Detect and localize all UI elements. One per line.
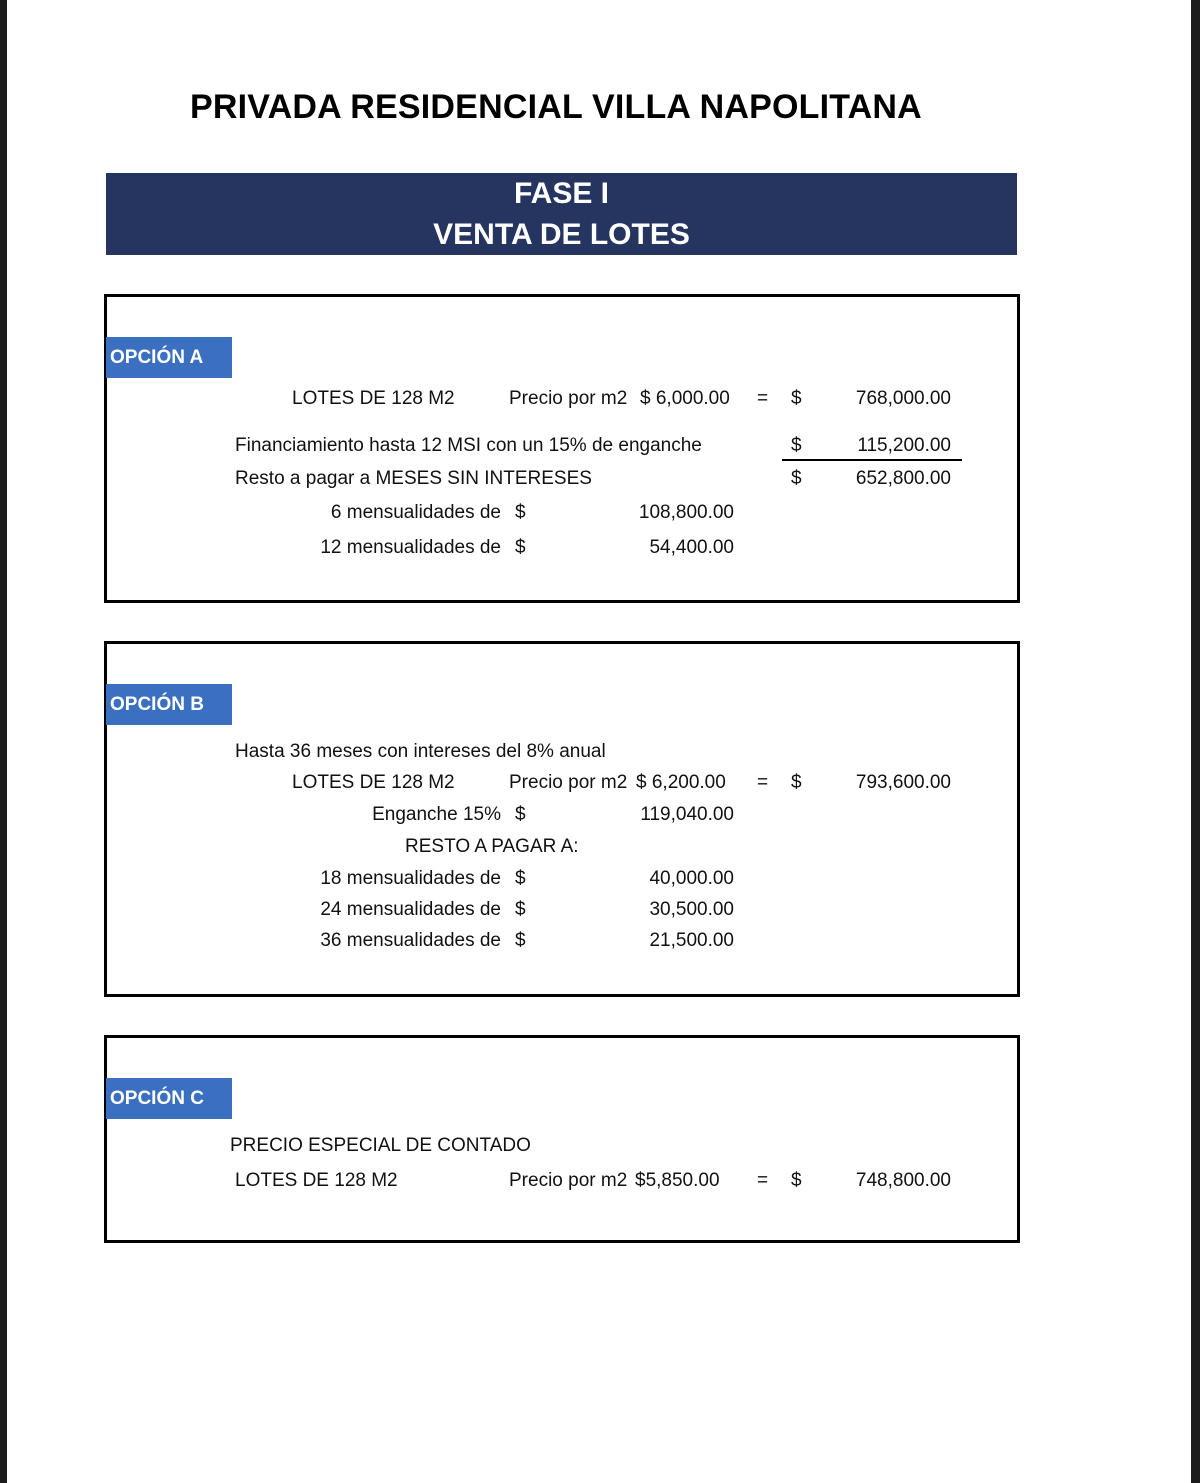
page-title: PRIVADA RESIDENCIAL VILLA NAPOLITANA [190,88,922,126]
option-b-payment-amount: 40,000.00 [649,868,734,889]
option-c-lot-label: LOTES DE 128 M2 [235,1170,398,1191]
option-b-equals: = [757,772,769,793]
option-c-price-value: $5,850.00 [635,1170,720,1191]
option-c-price-label: Precio por m2 [509,1170,628,1191]
option-a-financing-label: Financiamiento hasta 12 MSI con un 15% de enganche [235,435,702,456]
option-a-payment-label: 6 mensualidades de [330,502,501,523]
option-a-payment-label: 12 mensualidades de [320,537,501,558]
option-a-subtotal-rule [782,459,962,461]
option-b-down-amount: 119,040.00 [640,804,734,825]
option-a-total-currency: $ [791,388,802,409]
option-b-payment-currency: $ [515,930,526,951]
option-b-box [104,641,1020,997]
option-c-intro: PRECIO ESPECIAL DE CONTADO [230,1135,531,1156]
banner-subtitle: VENTA DE LOTES [433,218,690,251]
left-edge [0,0,7,1483]
option-b-payment-label: 24 mensualidades de [320,899,501,920]
option-b-tag: OPCIÓN B [106,684,232,725]
option-c-total-currency: $ [791,1170,802,1191]
option-b-payment-label: 18 mensualidades de [320,868,501,889]
option-b-lot-label: LOTES DE 128 M2 [292,772,455,793]
option-b-payment-amount: 30,500.00 [649,899,734,920]
option-b-total-currency: $ [791,772,802,793]
option-a-total: 768,000.00 [855,388,951,409]
option-b-payment-amount: 21,500.00 [649,930,734,951]
option-a-equals: = [757,388,769,409]
option-b-price-label: Precio por m2 [509,772,628,793]
option-a-remaining-currency: $ [791,468,802,489]
option-a-financing-currency: $ [791,435,802,456]
option-a-price-value: $ 6,000.00 [640,388,730,409]
option-a-remaining-amount: 652,800.00 [855,468,951,489]
option-c-total: 748,800.00 [855,1170,951,1191]
option-a-lot-label: LOTES DE 128 M2 [292,388,455,409]
option-c-equals: = [757,1170,769,1191]
option-b-down-currency: $ [515,804,526,825]
option-b-down-label: Enganche 15% [372,804,501,825]
option-c-tag: OPCIÓN C [106,1078,232,1119]
option-b-payment-currency: $ [515,868,526,889]
option-a-payment-amount: 108,800.00 [638,502,734,523]
option-b-price-value: $ 6,200.00 [636,772,726,793]
option-a-remaining-label: Resto a pagar a MESES SIN INTERESES [235,468,592,489]
option-a-price-label: Precio por m2 [509,388,628,409]
option-b-payment-currency: $ [515,899,526,920]
option-a-payment-amount: 54,400.00 [649,537,734,558]
option-a-tag: OPCIÓN A [106,337,232,378]
option-a-payment-currency: $ [515,502,526,523]
option-a-financing-amount: 115,200.00 [857,435,951,456]
phase-banner [106,173,1017,255]
option-b-total: 793,600.00 [855,772,951,793]
right-edge [1191,0,1200,1483]
banner-phase: FASE I [513,177,610,210]
option-b-remaining-label: RESTO A PAGAR A: [405,836,579,857]
option-b-payment-label: 36 mensualidades de [320,930,501,951]
option-a-payment-currency: $ [515,537,526,558]
option-b-intro: Hasta 36 meses con intereses del 8% anual [235,741,606,762]
